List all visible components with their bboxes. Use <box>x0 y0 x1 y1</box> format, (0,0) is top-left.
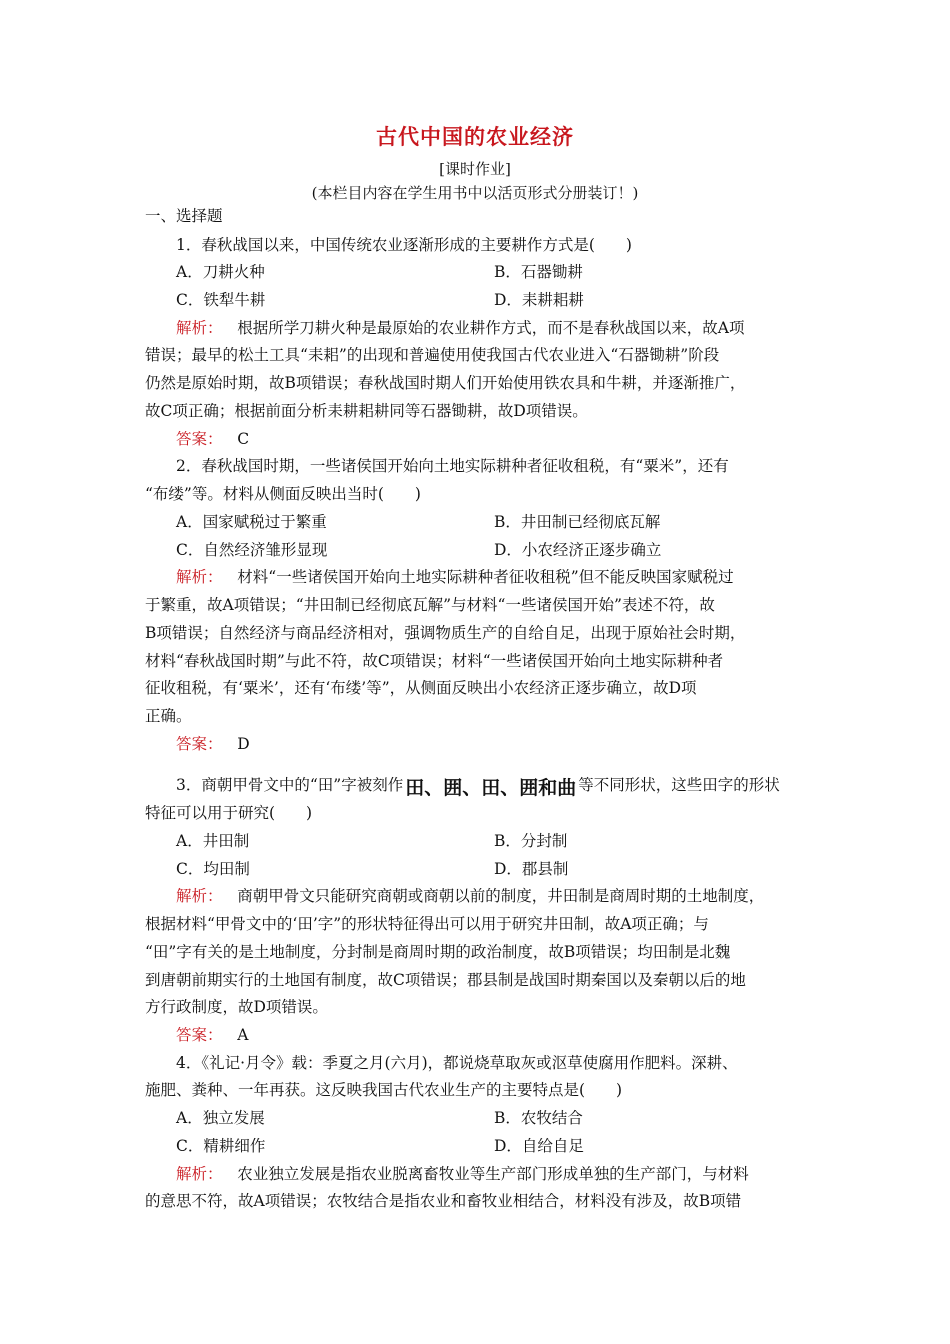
q4-option-b: B．农牧结合 <box>494 1109 583 1127</box>
q2-analysis-line: 材料“一些诸侯国开始向土地实际耕种者征收租税”但不能反映国家赋税过 <box>237 568 734 586</box>
q3-option-b: B．分封制 <box>494 832 568 850</box>
q1-option-a: A．刀耕火种 <box>176 263 265 281</box>
q3-analysis-line: 根据材料“甲骨文中的‘田’字”的形状特征得出可以用于研究井田制，故A项正确；与 <box>145 915 709 933</box>
q1-analysis <box>176 318 745 338</box>
section-heading: 一、选择题 <box>145 207 223 225</box>
q4-option-c: C．精耕细作 <box>176 1137 266 1155</box>
q3-analysis <box>176 886 764 906</box>
answer-label: 答案： <box>176 1026 223 1044</box>
answer-label: 答案： <box>176 735 223 753</box>
q4-stem: 施肥、粪种、一年再获。这反映我国古代农业生产的主要特点是( ) <box>145 1081 623 1099</box>
q1-analysis-line: 根据所学刀耕火种是最原始的农业耕作方式，而不是春秋战国以来，故A项 <box>237 319 745 337</box>
q2-answer-value: D <box>237 735 250 753</box>
q2-analysis <box>176 567 734 587</box>
q3-stem-part: 3．商朝甲骨文中的“田”字被刻作 <box>176 776 404 794</box>
q2-stem: “布缕”等。材料从侧面反映出当时( ) <box>145 485 421 503</box>
q4-analysis-line: 农业独立发展是指农业脱离畜牧业等生产部门形成单独的生产部门，与材料 <box>237 1165 749 1183</box>
q1-option-b: B．石器锄耕 <box>494 263 583 281</box>
q2-option-a: A．国家赋税过于繁重 <box>176 513 327 531</box>
q3-analysis-line: 到唐朝前期实行的土地国有制度，故C项错误；郡县制是战国时期秦国以及秦朝以后的地 <box>145 971 746 989</box>
q1-analysis-line: 故C项正确；根据前面分析耒耕耜耕同等石器锄耕，故D项错误。 <box>145 402 588 420</box>
q4-analysis-line: 的意思不符，故A项错误；农牧结合是指农业和畜牧业相结合，材料没有涉及，故B项错 <box>145 1192 742 1210</box>
oracle-bone-glyphs-image: 田、囲、田、囲和曲 <box>405 777 577 799</box>
q2-analysis-line: 材料“春秋战国时期”与此不符，故C项错误；材料“一些诸侯国开始向土地实际耕种者 <box>145 652 724 670</box>
q1-stem: 1．春秋战国以来，中国传统农业逐渐形成的主要耕作方式是( ) <box>176 236 632 254</box>
q2-stem: 2．春秋战国时期，一些诸侯国开始向土地实际耕种者征收租税，有“粟米”，还有 <box>176 457 729 475</box>
q2-analysis-line: 于繁重，故A项错误；“井田制已经彻底瓦解”与材料“一些诸侯国开始”表述不符，故 <box>145 596 715 614</box>
q1-option-c: C．铁犁牛耕 <box>176 291 266 309</box>
q2-answer <box>176 734 250 754</box>
analysis-label: 解析： <box>176 1165 223 1183</box>
page-title: 古代中国的农业经济 <box>376 124 574 149</box>
q3-analysis-line: 商朝甲骨文只能研究商朝或商朝以前的制度，井田制是商周时期的土地制度， <box>237 887 765 905</box>
q4-stem: 4．《礼记·月令》载：季夏之月(六月)，都说烧草取灰或沤草使腐用作肥料。深耕、 <box>176 1054 738 1072</box>
q1-analysis-line: 错误；最早的松土工具“耒耜”的出现和普遍使用使我国古代农业进入“石器锄耕”阶段 <box>145 346 720 364</box>
q2-analysis-line: B项错误；自然经济与商品经济相对，强调物质生产的自给自足，出现于原始社会时期， <box>145 624 746 642</box>
q3-stem: 特征可以用于研究( ) <box>145 804 313 822</box>
q2-option-d: D．小农经济正逐步确立 <box>494 541 662 559</box>
q1-analysis-line: 仍然是原始时期，故B项错误；春秋战国时期人们开始使用铁农具和牛耕，并逐渐推广， <box>145 374 746 392</box>
analysis-label: 解析： <box>176 887 223 905</box>
analysis-label: 解析： <box>176 568 223 586</box>
analysis-label: 解析： <box>176 319 223 337</box>
q2-analysis-line: 正确。 <box>145 707 192 725</box>
q3-stem <box>176 775 780 798</box>
q3-option-a: A．井田制 <box>176 832 250 850</box>
q1-option-d: D．耒耕耜耕 <box>494 291 584 309</box>
q4-analysis <box>176 1164 749 1184</box>
q2-analysis-line: 征收租税，有‘粟米’，还有‘布缕’等”，从侧面反映出小农经济正逐步确立，故D项 <box>145 679 697 697</box>
q3-option-d: D．郡县制 <box>494 860 569 878</box>
binding-note: (本栏目内容在学生用书中以活页形式分册装订！) <box>311 184 639 202</box>
q4-option-d: D．自给自足 <box>494 1137 584 1155</box>
q4-option-a: A．独立发展 <box>176 1109 265 1127</box>
q3-answer <box>176 1025 249 1045</box>
q3-analysis-line: “田”字有关的是土地制度，分封制是商周时期的政治制度，故B项错误；均田制是北魏 <box>145 943 731 961</box>
subtitle: [课时作业] <box>439 160 511 178</box>
q3-analysis-line: 方行政制度，故D项错误。 <box>145 998 328 1016</box>
q3-option-c: C．均田制 <box>176 860 250 878</box>
q2-option-c: C．自然经济雏形显现 <box>176 541 328 559</box>
q3-answer-value: A <box>237 1026 249 1044</box>
q3-stem-part: 等不同形状，这些田字的形状 <box>578 776 780 794</box>
q2-option-b: B．井田制已经彻底瓦解 <box>494 513 661 531</box>
answer-label: 答案： <box>176 430 223 448</box>
q1-answer <box>176 429 249 449</box>
q1-answer-value: C <box>237 430 250 448</box>
